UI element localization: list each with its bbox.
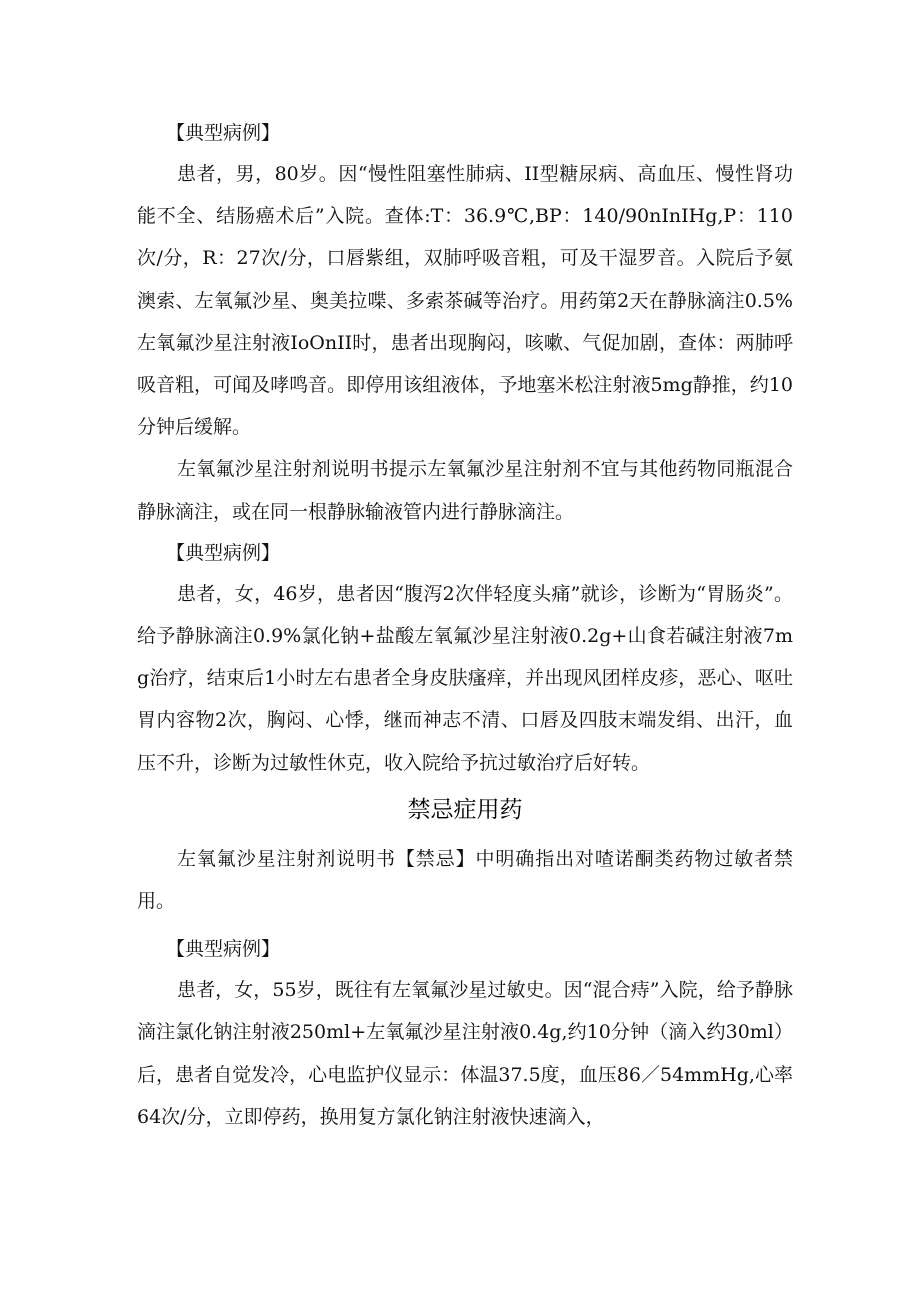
case-heading-2: 【典型病例】 bbox=[166, 541, 281, 564]
case-body-1: 患者，男，80岁。因“慢性阻塞性肺病、II型糖尿病、高血压、慢性肾功能不全、结肠癌术后”入院。查体:T：36.9℃,BP：140/90nInIHg,P：110次/分，R：27次/分，口唇紫组，双肺呼吸音粗，可及干湿罗音。入院后予氨澳索、左氧氟沙星、奥美拉喋、多索茶碱等治疗。用药第2天在静脉滴注0.5%左氧氟沙星注射液IoOnII时，患者出现胸闷，咳嗽、气促加剧，查体：两肺呼吸音粗，可闻及哮鸣音。即停用该组液体，予地塞米松注射液5mg静推，约10分钟后缓解。 bbox=[137, 163, 793, 439]
instruction-note-1: 左氧氟沙星注射剂说明书提示左氧氟沙星注射剂不宜与其他药物同瓶混合静脉滴注，或在同一根静脉输液管内进行静脉滴注。 bbox=[137, 458, 793, 523]
case-body-3: 患者，女，55岁，既往有左氧氟沙星过敏史。因“混合痔”入院，给予静脉滴注氯化钠注射液250ml+左氧氟沙星注射液0.4g,约10分钟（滴入约30ml）后，患者自觉发冷，心电监护仪显示：体温37.5度，血压86／54mmHg,心率64次/分，立即停药，换用复方氯化钠注射液快速滴入， bbox=[137, 979, 793, 1128]
case-heading-3: 【典型病例】 bbox=[166, 938, 281, 961]
section-title-contraindication: 禁忌症用药 bbox=[407, 796, 523, 823]
document-content bbox=[137, 113, 793, 1138]
instruction-note-2: 左氧氟沙星注射剂说明书【禁忌】中明确指出对喳诺酮类药物过敏者禁用。 bbox=[137, 847, 793, 913]
case-body-2: 患者，女，46岁，患者因“腹泻2次伴轻度头痛”就诊，诊断为“胃肠炎”。给予静脉滴注0.9%氯化钠+盐酸左氧氟沙星注射液0.2g+山食若碱注射液7mg治疗，结束后1小时左右患者全身皮肤瘙痒，并出现风团样皮疹，恶心、呕吐胃内容物2次，胸闷、心悸，继而神志不清、口唇及四肢末端发绢、出汗，血压不升，诊断为过敏性休克，收入院给予抗过敏治疗后好转。 bbox=[137, 582, 793, 774]
case-heading-1: 【典型病例】 bbox=[166, 122, 281, 144]
